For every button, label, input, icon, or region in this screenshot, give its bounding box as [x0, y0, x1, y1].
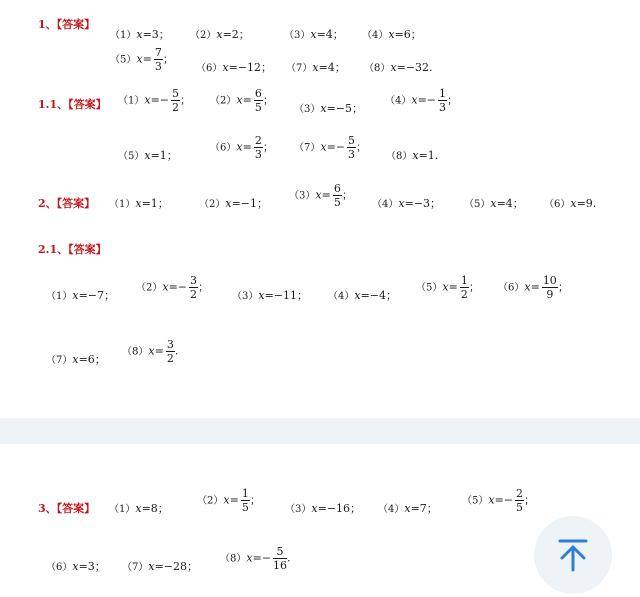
fraction-numerator: 10 [542, 274, 557, 287]
variable-x: x [258, 289, 265, 302]
item-value: =1； [141, 197, 169, 210]
answer-item [386, 147, 438, 162]
item-value: =−12； [228, 61, 273, 74]
answer-item [328, 287, 397, 303]
variable-x: x [442, 280, 449, 294]
item-value: =−7； [78, 289, 116, 302]
fraction [347, 135, 356, 160]
item-value: =− [150, 93, 170, 107]
item-punctuation: ； [447, 93, 459, 107]
variable-x: x [490, 197, 497, 210]
fraction-numerator: 2 [254, 134, 262, 147]
fraction-denominator: 5 [241, 501, 249, 514]
fraction-denominator: 3 [348, 148, 356, 161]
variable-x: x [320, 102, 327, 115]
variable-x: x [136, 28, 143, 41]
variable-x: x [225, 197, 232, 210]
item-value: =1. [418, 149, 439, 162]
item-value: =−28； [154, 560, 199, 573]
fraction-denominator: 5 [516, 501, 524, 514]
answer-item [284, 26, 344, 42]
item-value: =− [168, 280, 188, 294]
item-number: （4） [372, 199, 399, 210]
answer-item [46, 558, 106, 574]
fraction [273, 546, 287, 571]
variable-x: x [354, 289, 361, 302]
fraction-denominator: 2 [172, 101, 180, 114]
item-number: （7） [286, 63, 313, 74]
answer-item [199, 195, 268, 211]
item-value: = [321, 188, 331, 202]
item-value: = [154, 344, 164, 358]
fraction [171, 88, 180, 113]
item-number: （2） [197, 495, 224, 507]
fraction-denominator: 3 [254, 148, 262, 161]
item-number: （1） [110, 30, 137, 41]
variable-x: x [136, 52, 143, 66]
variable-x: x [398, 197, 405, 210]
fraction-numerator: 5 [172, 87, 180, 100]
variable-x: x [570, 197, 577, 210]
item-value: =9. [576, 197, 597, 210]
item-punctuation: ； [198, 280, 210, 294]
item-number: （5） [464, 199, 491, 210]
answer-item [294, 135, 367, 160]
item-number: （3） [285, 504, 312, 515]
fraction-numerator: 6 [254, 87, 262, 100]
item-value: =2； [222, 28, 250, 41]
answer-item [289, 183, 353, 208]
variable-x: x [222, 61, 229, 74]
answer-item [372, 195, 441, 211]
item-value: =−5； [326, 102, 364, 115]
answer-item [118, 88, 191, 113]
item-number: （3） [289, 190, 316, 202]
answer-item [110, 47, 174, 72]
answer-item [285, 500, 361, 516]
item-number: （5） [118, 151, 145, 162]
fraction-denominator: 5 [333, 196, 341, 209]
fraction-numerator: 5 [273, 546, 287, 559]
fraction [333, 183, 342, 208]
item-number: （3） [284, 30, 311, 41]
item-punctuation: ； [262, 140, 274, 154]
variable-x: x [216, 28, 223, 41]
variable-x: x [404, 502, 411, 515]
item-punctuation: ； [249, 493, 261, 507]
item-number: （8） [122, 346, 149, 358]
item-number: （2） [210, 95, 237, 107]
fraction [515, 488, 524, 513]
fraction-denominator: 9 [546, 288, 554, 301]
fraction-numerator: 7 [154, 46, 162, 59]
answer-item [232, 287, 308, 303]
variable-x: x [312, 61, 319, 74]
item-punctuation: ； [180, 93, 192, 107]
variable-x: x [246, 551, 253, 565]
item-value: =−16； [317, 502, 362, 515]
item-value: =6； [78, 353, 106, 366]
item-number: （3） [232, 291, 259, 302]
answer-tag: 【答案】 [56, 197, 96, 210]
variable-x: x [412, 149, 419, 162]
fraction-denominator: 16 [273, 559, 288, 572]
fraction [154, 47, 163, 72]
item-number: （7） [46, 355, 73, 366]
item-number: （1） [109, 199, 136, 210]
item-number: （3） [294, 104, 321, 115]
item-value: =− [417, 93, 437, 107]
question-number: 2、 [38, 197, 57, 210]
item-number: （7） [122, 562, 149, 573]
answer-tag: 【答案】 [56, 502, 96, 515]
fraction [241, 488, 250, 513]
item-punctuation: . [287, 551, 291, 565]
answer-item [46, 287, 115, 303]
fraction-denominator: 2 [460, 288, 468, 301]
variable-x: x [135, 197, 142, 210]
answer-item [118, 147, 178, 163]
item-number: （1） [46, 291, 73, 302]
arrow-up-to-top-icon [555, 537, 591, 573]
item-value: = [242, 140, 252, 154]
variable-x: x [320, 140, 327, 154]
fraction [460, 275, 469, 300]
answer-item [109, 500, 169, 516]
item-number: （4） [362, 30, 389, 41]
item-number: （1） [109, 504, 136, 515]
item-number: （5） [462, 495, 489, 507]
fraction-numerator: 2 [516, 487, 524, 500]
answer-item [196, 59, 272, 75]
fraction-denominator: 3 [154, 60, 162, 73]
item-value: =− [326, 140, 346, 154]
answer-item [46, 351, 106, 367]
item-value: =−32. [396, 61, 433, 74]
fraction [438, 88, 447, 113]
variable-x: x [72, 289, 79, 302]
answer-item [416, 275, 480, 300]
answer-item [462, 488, 535, 513]
question-number: 3、 [38, 502, 57, 515]
item-value: =4； [318, 61, 346, 74]
fraction-denominator: 5 [254, 101, 262, 114]
item-number: （8） [386, 151, 413, 162]
variable-x: x [144, 149, 151, 162]
item-punctuation: ； [524, 493, 536, 507]
fraction-numerator: 1 [460, 274, 468, 287]
fraction [254, 88, 263, 113]
item-number: （2） [136, 282, 163, 294]
fraction-numerator: 5 [348, 134, 356, 147]
item-punctuation: ； [356, 140, 368, 154]
answer-tag: 【答案】 [56, 18, 96, 31]
variable-x: x [488, 493, 495, 507]
item-number: （7） [294, 142, 321, 154]
answer-label [38, 500, 95, 516]
variable-x: x [310, 28, 317, 41]
fraction-numerator: 3 [166, 338, 174, 351]
variable-x: x [311, 502, 318, 515]
item-number: （8） [220, 553, 247, 565]
item-number: （2） [190, 30, 217, 41]
fraction-denominator: 2 [190, 288, 198, 301]
variable-x: x [524, 280, 531, 294]
item-number: （8） [364, 63, 391, 74]
variable-x: x [236, 93, 243, 107]
item-punctuation: ； [468, 280, 480, 294]
variable-x: x [411, 93, 418, 107]
variable-x: x [223, 493, 230, 507]
variable-x: x [144, 93, 151, 107]
fraction [254, 135, 263, 160]
item-value: =1； [150, 149, 178, 162]
item-value: = [242, 93, 252, 107]
answer-item [210, 88, 274, 113]
variable-x: x [148, 560, 155, 573]
item-value: =−3； [404, 197, 442, 210]
answer-tag: 【答案】 [68, 98, 107, 111]
item-punctuation: ； [162, 52, 174, 66]
fraction-numerator: 1 [241, 487, 249, 500]
item-number: （4） [385, 95, 412, 107]
answer-item [364, 59, 433, 74]
answer-label [38, 195, 95, 211]
item-number: （5） [110, 54, 137, 66]
item-value: = [448, 280, 458, 294]
answer-item [190, 26, 250, 42]
answer-item [109, 195, 169, 211]
fraction [542, 275, 558, 300]
question-number: 1、 [38, 18, 57, 31]
fraction-numerator: 3 [190, 274, 198, 287]
variable-x: x [236, 140, 243, 154]
question-number: 2.1、 [38, 243, 69, 256]
variable-x: x [72, 353, 79, 366]
answer-item [220, 546, 291, 571]
variable-x: x [148, 344, 155, 358]
item-number: （6） [210, 142, 237, 154]
variable-x: x [162, 280, 169, 294]
answer-item [498, 275, 569, 300]
item-value: =−4； [360, 289, 398, 302]
back-to-top-button[interactable] [534, 516, 612, 594]
item-value: =8； [141, 502, 169, 515]
item-number: （6） [196, 63, 223, 74]
fraction [166, 339, 175, 364]
answer-item [286, 59, 346, 75]
question-number: 1.1、 [38, 98, 69, 111]
answer-item [136, 275, 209, 300]
answer-item [464, 195, 524, 211]
item-value: =6； [394, 28, 422, 41]
answer-tag: 【答案】 [68, 243, 107, 256]
item-punctuation: . [174, 344, 179, 358]
answer-item [122, 558, 198, 574]
variable-x: x [315, 188, 322, 202]
answer-item [385, 88, 458, 113]
item-value: =− [252, 551, 272, 565]
item-value: = [142, 52, 152, 66]
answer-item [294, 100, 363, 116]
answer-label [38, 241, 107, 257]
answer-item [210, 135, 274, 160]
fraction-numerator: 6 [333, 182, 341, 195]
answer-item [544, 195, 596, 210]
item-value: =3； [142, 28, 170, 41]
item-number: （6） [46, 562, 73, 573]
variable-x: x [72, 560, 79, 573]
fraction [189, 275, 198, 300]
item-number: （6） [498, 282, 525, 294]
variable-x: x [388, 28, 395, 41]
page-divider-band [0, 418, 640, 444]
item-number: （6） [544, 199, 571, 210]
answer-label [38, 16, 95, 32]
fraction-numerator: 1 [439, 87, 447, 100]
answer-item [378, 500, 438, 516]
item-punctuation: ； [341, 188, 353, 202]
item-value: = [530, 280, 540, 294]
item-value: =−11； [264, 289, 309, 302]
item-number: （2） [199, 199, 226, 210]
item-number: （5） [416, 282, 443, 294]
item-number: （4） [378, 504, 405, 515]
fraction-denominator: 2 [166, 352, 174, 365]
item-value: =−1； [231, 197, 269, 210]
fraction-denominator: 3 [439, 101, 447, 114]
item-value: = [229, 493, 239, 507]
item-value: =4； [496, 197, 524, 210]
variable-x: x [135, 502, 142, 515]
answer-item [197, 488, 261, 513]
item-value: =− [494, 493, 514, 507]
answer-item [122, 339, 178, 364]
item-value: =3； [78, 560, 106, 573]
answer-label [38, 96, 107, 112]
answer-item [110, 26, 170, 42]
item-number: （1） [118, 95, 145, 107]
item-value: =7； [410, 502, 438, 515]
answer-item [362, 26, 422, 42]
item-punctuation: ； [557, 280, 569, 294]
item-value: =4； [316, 28, 344, 41]
item-number: （4） [328, 291, 355, 302]
item-punctuation: ； [262, 93, 274, 107]
variable-x: x [390, 61, 397, 74]
